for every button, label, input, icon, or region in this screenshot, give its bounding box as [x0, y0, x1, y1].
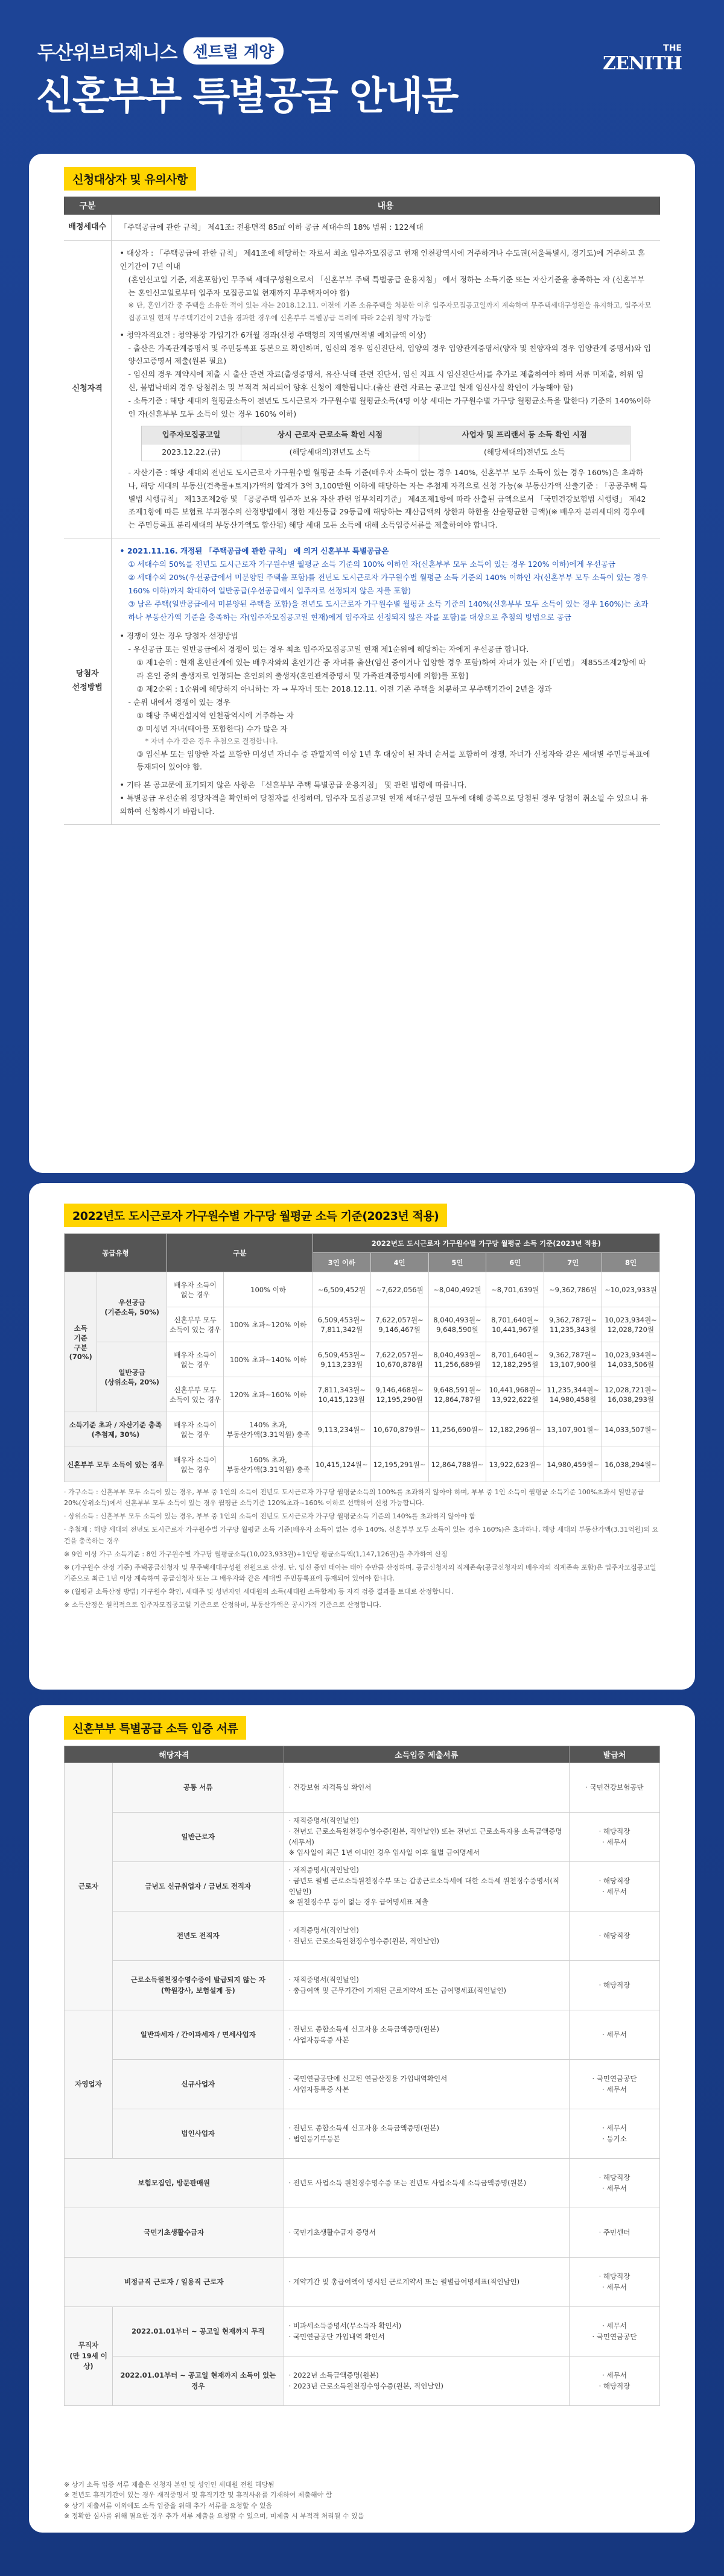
income-range: 100% 이하 — [224, 1272, 313, 1307]
col-content: 내용 — [111, 197, 660, 215]
income-case: 배우자 소득이 없는 경우 — [167, 1342, 223, 1377]
brand-row — [37, 37, 284, 65]
row-qual-content — [111, 240, 660, 538]
h-persons: 5인 — [428, 1253, 486, 1272]
doc-required: · 전년도 사업소득 원천징수영수증 또는 전년도 사업소득세 소득금액증명(원본) — [284, 2159, 569, 2208]
income-notes — [64, 1487, 660, 1611]
qual-line: - 임신의 경우 계약시에 제출 시 출산 관련 자료(출생증명서, 유산·낙태 관련 진단서, 임신 지표 시 임신진단서)를 추가로 제출하여야 하며 서류 미제출, 허위 임신, 불법낙태의 경우 당첨취소 및 부적격 처리되어 향후 신청이 제한됩니다.(출산 관련 자료는 공고일 현재 임신사실 확인이 가능해야 함) — [128, 370, 644, 393]
income-case: 신혼부부 모두 소득이 있는 경우 — [167, 1307, 223, 1342]
documents-row — [65, 1813, 660, 1862]
h-persons: 8인 — [602, 1253, 660, 1272]
income-value: 10,441,968원~ 13,922,622원 — [486, 1377, 544, 1412]
select-line: ③ 입신부 또는 입양한 자를 포함한 미성년 자녀수 증 관할지역 이상 1년 후 대상이 된 자녀 순서를 포함하여 경쟁, 자녀가 신청자와 같은 세대별 주민등록표에 등재되어 있어야 함. — [136, 749, 650, 772]
section-title-income: 2022년도 도시근로자 가구원수별 가구당 월평균 소득 기준(2023년 적용) — [64, 1204, 447, 1227]
h-docs: 소득입증 제출서류 — [284, 1746, 569, 1763]
brand-pill: 센트럴 계양 — [183, 37, 284, 65]
income-value: 7,622,057원~ 10,670,878원 — [370, 1342, 428, 1377]
documents-card — [29, 1705, 695, 2533]
income-case: 배우자 소득이 없는 경우 — [167, 1447, 223, 1482]
select-line: • 2021.11.16. 개정된 「주택공급에 관한 규칙」 에 의거 신혼부부 특별공급은 — [119, 546, 389, 556]
select-line: • 경쟁이 있는 경우 당첨자 선정방법 — [119, 631, 238, 641]
doc-footnote: ※ 상기 소득 입증 서류 제출은 신청자 본인 및 성인인 세대원 전원 해당됨 — [64, 2480, 275, 2489]
income-case: 배우자 소득이 없는 경우 — [167, 1412, 223, 1447]
income-value: 12,864,788원~ — [428, 1447, 486, 1482]
income-value: ~8,701,639원 — [486, 1272, 544, 1307]
income-group: 소득기준 초과 / 자산기준 충족 (추첨제, 30%) — [65, 1412, 167, 1447]
qual-line: - 소득기준 : 해당 세대의 월평균소득이 전년도 도시근로자 가구원수별 월평균소득(4명 이상 세대는 가구원수별 가구당 월평균소득을 말한다) 기준의 140%이하인 자(신혼부부 모두 소득이 있는 경우 160% 이하) — [128, 396, 651, 418]
header — [0, 0, 724, 154]
income-value: ~6,509,452원 — [313, 1272, 370, 1307]
zenith-logo — [603, 43, 682, 74]
doc-type: 2022.01.01부터 ~ 공고일 현재까지 소득이 있는 경우 — [113, 2357, 284, 2406]
income-note: ※ (가구원수 산정 기준) 주택공급신청자 및 무주택세대구성원 전원으로 산정. 단, 임신 중인 태아는 태아 수만큼 산정하며, 공급신청자의 직계존속(공급신청자의 배우자의 직계존속 포함)은 입주자모집공고일 기준으로 최근 1년 이상 계속하여 공급신청자 또는 그 배우자와 같은 세대별 주민등록표에 등재되어 있어야 합니다. — [64, 1563, 656, 1582]
income-case: 배우자 소득이 없는 경우 — [167, 1272, 223, 1307]
income-value: 10,023,934원~ 14,033,506원 — [602, 1342, 660, 1377]
doc-type: 신규사업자 — [113, 2060, 284, 2109]
income-table — [64, 1233, 660, 1482]
select-line: • 기타 본 공고문에 표기되지 않은 사항은 「신혼부부 주택 특별공급 운용지침」 및 관련 법령에 따릅니다. — [119, 780, 467, 790]
doc-group: 자영업자 — [65, 2010, 113, 2159]
income-value: 11,235,344원~ 14,980,458원 — [544, 1377, 602, 1412]
income-value: 16,038,294원~ — [602, 1447, 660, 1482]
income-value: ~10,023,933원 — [602, 1272, 660, 1307]
income-note: · 상위소득 : 신혼부부 모두 소득이 있는 경우, 부부 중 1인의 소득이 전년도 도시근로자 가구당 월평균소득 기준의 140%를 초과하지 않아야 함 — [64, 1512, 476, 1521]
doc-footnote: ※ 정확한 심사를 위해 필요한 경우 추가 서류 제출을 요청할 수 있으며, 미제출 시 부적격 처리될 수 있음 — [64, 2512, 364, 2521]
doc-required: · 재직증명서(직인날인) · 전년도 근로소득원천징수영수증(원본, 직인날인) 또는 전년도 근로소득자용 소득금액증명(세무서) ※ 입사일이 최근 1년 이내인 경우 입사일 이후 월별 급여명세서 — [284, 1813, 569, 1862]
doc-type: 일반과세자 / 간이과세자 / 면세사업자 — [113, 2010, 284, 2060]
doc-issuer: · 해당직장 · 세무서 — [570, 1862, 660, 1911]
select-line: ① 세대수의 50%를 전년도 도시근로자 가구원수별 월평균 소득 기준의 100% 이하인 자(신혼부부 모두 소득이 있는 경우 120% 이하)에게 우선공급 — [128, 560, 616, 569]
doc-required: · 재직증명서(직인날인) · 금년도 월별 근로소득원천징수부 또는 갑종근로소득세에 대한 소득세 원천징수증명서(직인날인) ※ 원천징수부 등이 없는 경우 급여명세표 제출 — [284, 1862, 569, 1911]
income-note: ※ 소득산정은 원칙적으로 입주자모집공고일 기준으로 산정하며, 부동산가액은 공시가격 기준으로 산정합니다. — [64, 1601, 381, 1609]
income-value: 7,622,057원~ 9,146,467원 — [370, 1307, 428, 1342]
income-value: 8,040,493원~ 11,256,689원 — [428, 1342, 486, 1377]
doc-issuer: · 해당직장 — [570, 1961, 660, 2010]
documents-row — [65, 2060, 660, 2109]
qual-line: - 자산기준 : 해당 세대의 전년도 도시근로자 가구원수별 월평균 소득 기준(배우자 소득이 없는 경우 140%, 신혼부부 모두 소득이 있는 경우 160%)은 초과하나, 해당 세대의 부동산(건축물+토지)가액의 합계가 3억 3,100만원 이하에 해당하는 자는 추첨제 자격으로 신청 가능(※ 부동산가액 산출기준 : 「공공주택 특별법 시행규칙」 제13조제2항 및 「공공주택 입주자 보유 자산 관련 업무처리기준」 제4조제1항에 따라 산출된 금액으로서 「국민건강보험법 시행령」 제42조제1항에 따른 보험료 부과점수의 산정방법에서 정한 재산등급 29등급에 해당하는 재산금액의 상한과 하한을 산술평균한 금액)(※ 배우자 분리세대의 경우에는 주민등록표 분리세대의 부동산가액도 합산됨) 해당 세대 모든 소득에 대해 소득입증서류를 제출하여야 합니다. — [128, 467, 647, 530]
doc-required: · 전년도 종합소득세 신고자용 소득금액증명(원본) · 사업자등록증 사본 — [284, 2010, 569, 2060]
inner-cell: 2023.12.22.(금) — [141, 444, 241, 461]
section-title-documents: 신혼부부 특별공급 소득 입증 서류 — [64, 1716, 246, 1740]
income-note: · 가구소득 : 신혼부부 모두 소득이 있는 경우, 부부 중 1인의 소득이 전년도 도시근로자 가구당 월평균소득의 100%를 초과하지 않아야 하며, 부부 중 1인 소득이 월평균 소득기준 100%초과시 일반공급 20%(상위소득)에서 신혼부부 모두 소득이 있는 경우 월평균 소득기준 120%초과~160% 이하로 선택하여 신청 가능합니다. — [64, 1488, 644, 1507]
doc-issuer: · 해당직장 — [570, 1911, 660, 1961]
row-select-label: 당첨자 선정방법 — [64, 538, 111, 825]
income-value: 12,028,721원~ 16,038,293원 — [602, 1377, 660, 1412]
doc-issuer: · 세무서 — [570, 2010, 660, 2060]
documents-footnotes — [64, 2480, 660, 2522]
income-date-table — [141, 426, 630, 461]
doc-required: · 건강보험 자격득실 확인서 — [284, 1763, 569, 1813]
section-title-eligibility: 신청대상자 및 유의사항 — [64, 167, 196, 191]
select-line: ② 세대수의 20%(우선공급에서 미분양된 주택을 포함)를 전년도 도시근로자 가구원수별 월평균 소득 기준의 140% 이하인 자(신혼부부 모두 소득이 있는 경우 160% 이하)까지 확대하여 일반공급(우선공급에서 입주자로 선정되지 않은 자를 포함) — [128, 572, 648, 595]
income-value: 9,648,591원~ 12,864,787원 — [428, 1377, 486, 1412]
row-qual-label: 신청자격 — [64, 240, 111, 538]
documents-row — [65, 2010, 660, 2060]
income-range: 120% 초과~160% 이하 — [224, 1377, 313, 1412]
inner-cell: (해당세대의)전년도 소득 — [241, 444, 419, 461]
income-value: 6,509,453원~ 7,811,342원 — [313, 1307, 370, 1342]
income-value: 9,362,787원~ 11,235,343원 — [544, 1307, 602, 1342]
income-note: ※ 9인 이상 가구 소득기준 : 8인 가구원수별 가구당 월평균소득(10,023,933원)+1인당 평균소득액(1,147,126원)을 추가하여 산정 — [64, 1550, 448, 1558]
income-value: 10,670,879원~ — [370, 1412, 428, 1447]
select-line: ② 제2순위 : 1순위에 해당하지 아니하는 자 → 무자녀 또는 2018.12.11. 이전 기존 주택을 처분하고 무주택기간이 2년을 경과 — [136, 684, 552, 693]
income-value: 14,033,507원~ — [602, 1412, 660, 1447]
income-value: 13,922,623원~ — [486, 1447, 544, 1482]
row-supply-text: 「주택공급에 관한 규칙」 제41조: 전용면적 85㎡ 이하 공급 세대수의 18% 범위 : 122세대 — [111, 215, 660, 240]
h-persons: 4인 — [370, 1253, 428, 1272]
inner-header: 상시 근로자 근로소득 확인 시점 — [241, 426, 419, 444]
income-value: 8,701,640원~ 10,441,967원 — [486, 1307, 544, 1342]
doc-type: 공통 서류 — [113, 1763, 284, 1813]
doc-footnote: ※ 상기 제출서류 이외에도 소득 입증을 위해 추가 서류를 요청할 수 있음 — [64, 2501, 273, 2510]
page-title: 신혼부부 특별공급 안내문 — [36, 74, 458, 119]
income-value: 6,509,453원~ 9,113,233원 — [313, 1342, 370, 1377]
row-supply-label: 배정세대수 — [64, 215, 111, 240]
brand-name: 두산위브더제니스 — [37, 42, 177, 64]
documents-row — [65, 1911, 660, 1961]
select-line: - 우선공급 또는 일반공급에서 경쟁이 있는 경우 최초 입주자모집공고일 현재 제1순위에 해당하는 자에게 우선공급 합니다. — [128, 645, 529, 654]
qual-line: • 대상자 : 「주택공급에 관한 규칙」 제41조에 해당하는 자로서 최초 입주자모집공고 현재 인천광역시에 거주하거나 수도권(서울특별시, 경기도)에 거주하고 혼인기간이 7년 이내 — [119, 248, 645, 271]
doc-issuer: · 세무서 · 등기소 — [570, 2109, 660, 2159]
doc-group: 비정규직 근로자 / 일용직 근로자 — [65, 2258, 284, 2307]
doc-required: · 비과세소득증명서(무소득자 확인서) · 국민연금공단 가입내역 확인서 — [284, 2307, 569, 2357]
income-range: 100% 초과~120% 이하 — [224, 1307, 313, 1342]
income-range: 100% 초과~140% 이하 — [224, 1342, 313, 1377]
income-row — [65, 1272, 660, 1307]
eligibility-table — [64, 197, 660, 825]
income-value: 8,040,493원~ 9,648,590원 — [428, 1307, 486, 1342]
income-value: 13,107,901원~ — [544, 1412, 602, 1447]
doc-issuer: · 주민센터 — [570, 2208, 660, 2258]
documents-row — [65, 2307, 660, 2357]
documents-table-body — [65, 1763, 660, 2406]
documents-row — [65, 1862, 660, 1911]
income-value: 12,195,291원~ — [370, 1447, 428, 1482]
doc-issuer: · 세무서 · 국민연금공단 — [570, 2307, 660, 2357]
doc-type: 2022.01.01부터 ~ 공고일 현재까지 무직 — [113, 2307, 284, 2357]
documents-row — [65, 2357, 660, 2406]
doc-issuer: · 세무서 · 해당직장 — [570, 2357, 660, 2406]
row-select-content — [111, 538, 660, 825]
select-line: ① 제1순위 : 현재 혼인관계에 있는 배우자와의 혼인기간 중 자녀를 출산(임신 중이거나 입양한 경우 포함)하여 자녀가 있는 자 [「민법」 제855조제2항에 따라 혼인 중의 출생자로 인정되는 혼인외의 출생자(혼인관계증명서 및 가족관계증명서에 의함)를 포함] — [136, 658, 646, 680]
documents-table — [64, 1746, 660, 2406]
col-category: 구분 — [64, 197, 111, 215]
doc-required: · 2022년 소득금액증명(원본) · 2023년 근로소득원천징수영수증(원본, 직인날인) — [284, 2357, 569, 2406]
doc-type: 일반근로자 — [113, 1813, 284, 1862]
documents-row — [65, 2109, 660, 2159]
h-persons: 7인 — [544, 1253, 602, 1272]
income-row — [65, 1447, 660, 1482]
doc-type: 법인사업자 — [113, 2109, 284, 2159]
doc-group: 국민기초생활수급자 — [65, 2208, 284, 2258]
h-category: 구분 — [167, 1234, 313, 1272]
doc-type: 전년도 전직자 — [113, 1911, 284, 1961]
income-value: 11,256,690원~ — [428, 1412, 486, 1447]
doc-issuer: · 국민건강보험공단 — [570, 1763, 660, 1813]
qual-line: • 청약자격요건 : 청약통장 가입기간 6개월 경과(신청 주택형의 지역별/면적별 예치금액 이상) — [119, 330, 427, 339]
income-value: 9,146,468원~ 12,195,290원 — [370, 1377, 428, 1412]
income-table-body — [65, 1272, 660, 1482]
documents-row — [65, 2258, 660, 2307]
income-row — [65, 1412, 660, 1447]
eligibility-card — [29, 154, 695, 1173]
select-line: - 순위 내에서 경쟁이 있는 경우 — [128, 697, 230, 707]
doc-issuer: · 해당직장 · 세무서 — [570, 1813, 660, 1862]
doc-required: · 전년도 종합소득세 신고자용 소득금액증명(원본) · 법인등기부등본 — [284, 2109, 569, 2159]
doc-required: · 계약기간 및 총급여액이 명시된 근로계약서 또는 월별급여명세표(직인날인) — [284, 2258, 569, 2307]
doc-type: 근로소득원천징수영수증이 발급되지 않는 자 (학원강사, 보험설계 등) — [113, 1961, 284, 2010]
doc-issuer: · 해당직장 · 세무서 — [570, 2258, 660, 2307]
doc-group: 보험모집인, 방문판매원 — [65, 2159, 284, 2208]
h-supply: 공급유형 — [65, 1234, 167, 1272]
income-value: ~8,040,492원 — [428, 1272, 486, 1307]
income-note: · 추첨제 : 해당 세대의 전년도 도시근로자 가구원수별 가구당 월평균 소득 기준(배우자 소득이 없는 경우 140%, 신혼부부 모두 소득이 있는 경우 160%)은 초과하나, 해당 세대의 부동산가액(3.31억원)의 요건을 충족하는 경우 — [64, 1526, 659, 1545]
income-card — [29, 1183, 695, 1690]
h-type: 해당자격 — [65, 1746, 284, 1763]
documents-row — [65, 1961, 660, 2010]
qual-line: - 출산은 가족관계증명서 및 주민등록표 등본으로 확인하며, 임신의 경우 임신진단서, 입양의 경우 입양관계증명서(양자 및 친양자의 경우 입양관계 증명서)와 입양신고증명서 제출(원본 필요) — [128, 343, 652, 366]
doc-issuer: · 국민연금공단 · 세무서 — [570, 2060, 660, 2109]
income-group: 소득 기준 구분 (70%) — [65, 1272, 97, 1412]
income-value: ~9,362,786원 — [544, 1272, 602, 1307]
income-value: 9,362,787원~ 13,107,900원 — [544, 1342, 602, 1377]
documents-row — [65, 1763, 660, 1813]
select-line: ② 미성년 자녀(태아를 포함한다) 수가 많은 자 — [136, 724, 288, 733]
income-case: 신혼부부 모두 소득이 있는 경우 — [167, 1377, 223, 1412]
income-value: 8,701,640원~ 12,182,295원 — [486, 1342, 544, 1377]
h-span: 2022년도 도시근로자 가구원수별 가구당 월평균 소득 기준(2023년 적용) — [313, 1234, 659, 1253]
select-line: ③ 남은 주택(일반공급에서 미분양된 주택을 포함)을 전년도 도시근로자 가구원수별 월평균 소득 기준의 140%(신혼부부 모두 소득이 있는 경우 160%)는 초과하나 부동산가액 기준을 충족하는 자(입주자모집공고일 현재)에게 입주자로 선정되지 않은 자를 포함)를 대상으로 추첨의 방법으로 공급 — [128, 599, 649, 622]
doc-required: · 국민연금공단에 신고된 연금산정용 가입내역확인서 · 사업자등록증 사본 — [284, 2060, 569, 2109]
select-line: ① 해당 주택건설지역 인천광역시에 거주하는 자 — [136, 710, 294, 720]
income-value: 7,811,343원~ 10,415,123원 — [313, 1377, 370, 1412]
logo-the: THE — [663, 43, 682, 53]
qual-line: ※ 단, 혼인기간 중 주택을 소유한 적이 있는 자는 2018.12.11. 이전에 기존 소유주택을 처분한 이후 입주자모집공고일까지 계속하여 무주택세대구성원을 유지하고, 입주자모집공고일 현재 무주택기간이 2년을 경과한 경우에 신혼부부 특별공급 특례에 따라 2순위 청약 가능함 — [128, 301, 652, 322]
doc-footnote: ※ 전년도 휴직기간이 있는 경우 재직증명서 및 휴직기간 및 휴직사유를 기재하여 제출해야 함 — [64, 2491, 332, 2499]
income-value: 10,023,934원~ 12,028,720원 — [602, 1307, 660, 1342]
doc-required: · 재직증명서(직인날인) · 총급여액 및 근무기간이 기재된 근로계약서 또는 급여명세표(직인날인) — [284, 1961, 569, 2010]
income-group: 신혼부부 모두 소득이 있는 경우 — [65, 1447, 167, 1482]
h-persons: 6인 — [486, 1253, 544, 1272]
income-range: 160% 초과, 부동산가액(3.31억원) 충족 — [224, 1447, 313, 1482]
income-subgroup: 우선공급 (기준소득, 50%) — [97, 1272, 167, 1342]
doc-group: 무직자 (만 19세 이상) — [65, 2307, 113, 2406]
income-value: ~7,622,056원 — [370, 1272, 428, 1307]
select-line: * 자녀 수가 같은 경우 추첨으로 결정합니다. — [145, 737, 278, 746]
qual-line: (혼인신고일 기준, 재혼포함)인 무주택 세대구성원으로서 「신혼부부 주택 특별공급 운용지침」 에서 정하는 소득기준 또는 자산기준을 충족하는 자 (신혼부부는 혼인신고일로부터 입주자 모집공고일 현재까지 무주택자여야 함) — [128, 274, 645, 297]
h-issue: 발급처 — [570, 1746, 660, 1763]
inner-header: 입주자모집공고일 — [141, 426, 241, 444]
income-note: ※ (월평균 소득산정 방법) 가구원수 확인, 세대주 및 성년자인 세대원의 소득(세대원 소득합계) 등 자격 검증 결과를 토대로 산정합니다. — [64, 1588, 454, 1596]
inner-cell: (해당세대의)전년도 소득 — [419, 444, 630, 461]
h-persons: 3인 이하 — [313, 1253, 370, 1272]
income-value: 9,113,234원~ — [313, 1412, 370, 1447]
income-value: 14,980,459원~ — [544, 1447, 602, 1482]
doc-group: 근로자 — [65, 1763, 113, 2010]
income-range: 140% 초과, 부동산가액(3.31억원) 충족 — [224, 1412, 313, 1447]
doc-required: · 재직증명서(직인날인) · 전년도 근로소득원천징수영수증(원본, 직인날인) — [284, 1911, 569, 1961]
income-value: 10,415,124원~ — [313, 1447, 370, 1482]
income-value: 12,182,296원~ — [486, 1412, 544, 1447]
logo-zenith: ZENITH — [603, 53, 682, 74]
documents-row — [65, 2208, 660, 2258]
documents-row — [65, 2159, 660, 2208]
doc-required: · 국민기초생활수급자 증명서 — [284, 2208, 569, 2258]
doc-issuer: · 해당직장 · 세무서 — [570, 2159, 660, 2208]
income-subgroup: 일반공급 (상위소득, 20%) — [97, 1342, 167, 1412]
select-line: • 특별공급 우선순위 정당자격을 확인하여 당첨자를 선정하며, 입주자 모집공고일 현재 세대구성원 모두에 대해 중복으로 당첨된 경우 당첨이 취소될 수 있으니 유의하여 신청하시기 바랍니다. — [119, 794, 649, 816]
inner-header: 사업자 및 프리랜서 등 소득 확인 시점 — [419, 426, 630, 444]
doc-type: 금년도 신규취업자 / 금년도 전직자 — [113, 1862, 284, 1911]
income-row — [65, 1342, 660, 1377]
